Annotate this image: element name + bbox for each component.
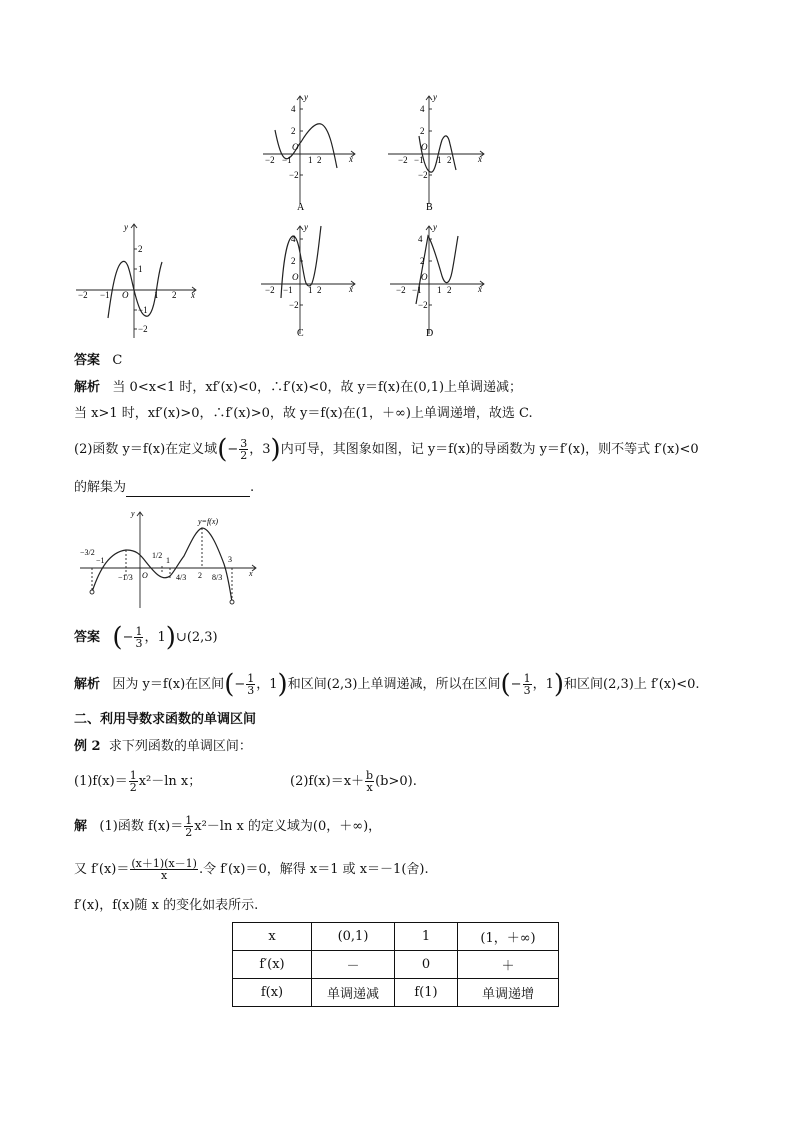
example-part-2: (2)f(x)＝x＋ $\frac{b}{x}$ (b>0). xyxy=(290,769,417,794)
monotonicity-table xyxy=(232,922,559,1007)
svg-text:2: 2 xyxy=(198,571,202,580)
svg-text:1: 1 xyxy=(138,264,143,274)
graph-d xyxy=(384,222,494,344)
graph-c xyxy=(255,222,365,344)
question-2-line-1: (2)函数 y＝f(x)在定义域(− $\frac{3}{2}$ ，3)内可导，其图象如图，记 y＝f(x)的导函数为 y＝f′(x)，则不等式 f′(x)<0 xyxy=(74,434,699,465)
fraction: $\frac{3}{2}$ xyxy=(240,437,248,462)
svg-text:2: 2 xyxy=(447,285,452,295)
svg-text:−1: −1 xyxy=(412,285,422,295)
svg-text:4: 4 xyxy=(418,234,423,244)
solution-line-1: 解 (1)函数 f(x)＝ $\frac{1}{2}$ x²－ln x 的定义域为(0，＋∞)， xyxy=(74,814,382,839)
svg-text:x: x xyxy=(191,290,195,300)
svg-text:4/3: 4/3 xyxy=(176,573,187,582)
svg-text:−1: −1 xyxy=(100,290,110,300)
svg-text:−2: −2 xyxy=(398,155,408,165)
svg-text:4: 4 xyxy=(420,104,425,114)
svg-text:−2: −2 xyxy=(396,285,406,295)
svg-text:−2: −2 xyxy=(289,170,299,180)
svg-text:−2: −2 xyxy=(289,300,299,310)
table-row: f(x) 单调递减 f(1) 单调递增 xyxy=(233,979,559,1007)
svg-text:−2: −2 xyxy=(138,324,148,334)
svg-text:A: A xyxy=(297,202,305,213)
given-graph xyxy=(72,218,202,342)
svg-text:1: 1 xyxy=(308,285,313,295)
svg-text:1: 1 xyxy=(154,290,159,300)
svg-text:−1: −1 xyxy=(283,285,293,295)
svg-text:2: 2 xyxy=(317,285,322,295)
svg-text:4: 4 xyxy=(291,234,296,244)
analysis-2: 解析 因为 y＝f(x)在区间(− $\frac{1}{3}$ ，1)和区间(2,3)上单调递减，所以在区间(− $\frac{1}{3}$ ，1)和区间(2,3)上 f′(x)<0. xyxy=(74,669,700,700)
svg-text:x: x xyxy=(349,284,353,294)
svg-text:O: O xyxy=(142,571,148,580)
svg-text:2: 2 xyxy=(447,155,452,165)
svg-text:y: y xyxy=(124,222,128,232)
section-title: 二、利用导数求函数的单调区间 xyxy=(74,712,257,727)
svg-text:O: O xyxy=(421,272,428,282)
svg-text:2: 2 xyxy=(317,155,322,165)
svg-text:2: 2 xyxy=(138,244,143,254)
analysis-1-line-1: 解析 当 0<x<1 时，xf′(x)<0，∴f′(x)<0，故 y＝f(x)在(0,1)上单调递减； xyxy=(74,380,523,395)
svg-text:−1: −1 xyxy=(138,305,148,315)
svg-text:1/2: 1/2 xyxy=(152,551,163,560)
svg-text:8/3: 8/3 xyxy=(212,573,223,582)
svg-text:O: O xyxy=(292,142,299,152)
svg-text:2: 2 xyxy=(420,126,425,136)
svg-text:4: 4 xyxy=(291,104,296,114)
answer-1: 答案 C xyxy=(74,353,123,368)
svg-text:C: C xyxy=(297,328,304,339)
svg-text:−1: −1 xyxy=(282,155,292,165)
svg-text:−2: −2 xyxy=(418,170,428,180)
svg-text:x: x xyxy=(478,154,482,164)
svg-text:1: 1 xyxy=(437,285,442,295)
svg-text:y=f(x): y=f(x) xyxy=(198,517,219,526)
analysis-1-line-2: 当 x>1 时，xf′(x)>0，∴f′(x)>0，故 y＝f(x)在(1，＋∞)上单调递增，故选 C. xyxy=(74,406,533,421)
svg-text:O: O xyxy=(122,290,129,300)
svg-text:2: 2 xyxy=(420,256,425,266)
question-2-line-2: 的解集为 . xyxy=(74,480,255,495)
svg-text:x: x xyxy=(249,569,253,578)
svg-text:2: 2 xyxy=(291,256,296,266)
svg-text:x: x xyxy=(478,284,482,294)
graph-a xyxy=(255,92,365,214)
solution-line-2: 又 f′(x)＝ $\frac{(x+1)(x-1)}{x}$ .令 f′(x)＝0，解得 x＝1 或 x＝－1(舍). xyxy=(74,857,429,882)
svg-text:y: y xyxy=(433,222,437,232)
svg-text:−2: −2 xyxy=(418,300,428,310)
svg-text:O: O xyxy=(292,272,299,282)
svg-text:−3/2: −3/2 xyxy=(80,548,95,557)
svg-text:−1: −1 xyxy=(96,556,105,565)
svg-text:1: 1 xyxy=(308,155,313,165)
table-row: x (0,1) 1 (1，＋∞) xyxy=(233,923,559,951)
svg-text:−2: −2 xyxy=(265,155,275,165)
svg-text:B: B xyxy=(426,202,433,213)
svg-text:1: 1 xyxy=(437,155,442,165)
graph-b xyxy=(384,92,494,214)
svg-text:−1/3: −1/3 xyxy=(118,573,133,582)
answer-blank xyxy=(126,483,250,497)
svg-text:y: y xyxy=(131,509,135,518)
svg-text:2: 2 xyxy=(291,126,296,136)
svg-text:−2: −2 xyxy=(78,290,88,300)
svg-text:−1: −1 xyxy=(414,155,424,165)
svg-text:y: y xyxy=(433,92,437,102)
svg-text:2: 2 xyxy=(172,290,177,300)
svg-text:y: y xyxy=(304,222,308,232)
svg-text:D: D xyxy=(426,328,434,339)
example-2: 例 2 求下列函数的单调区间： xyxy=(74,739,252,754)
solution-line-3: f′(x)，f(x)随 x 的变化如表所示. xyxy=(74,898,259,913)
svg-text:y: y xyxy=(304,92,308,102)
example-parts: (1)f(x)＝ $\frac{1}{2}$ x²－ln x； xyxy=(74,769,202,794)
svg-text:3: 3 xyxy=(228,555,232,564)
table-row: f′(x) － 0 ＋ xyxy=(233,951,559,979)
answer-2: 答案 (− $\frac{1}{3}$ ，1)∪(2,3) xyxy=(74,622,218,653)
svg-text:O: O xyxy=(421,142,428,152)
figure-2-graph xyxy=(74,508,264,610)
svg-text:1: 1 xyxy=(166,556,170,565)
svg-text:−2: −2 xyxy=(265,285,275,295)
svg-text:x: x xyxy=(349,154,353,164)
